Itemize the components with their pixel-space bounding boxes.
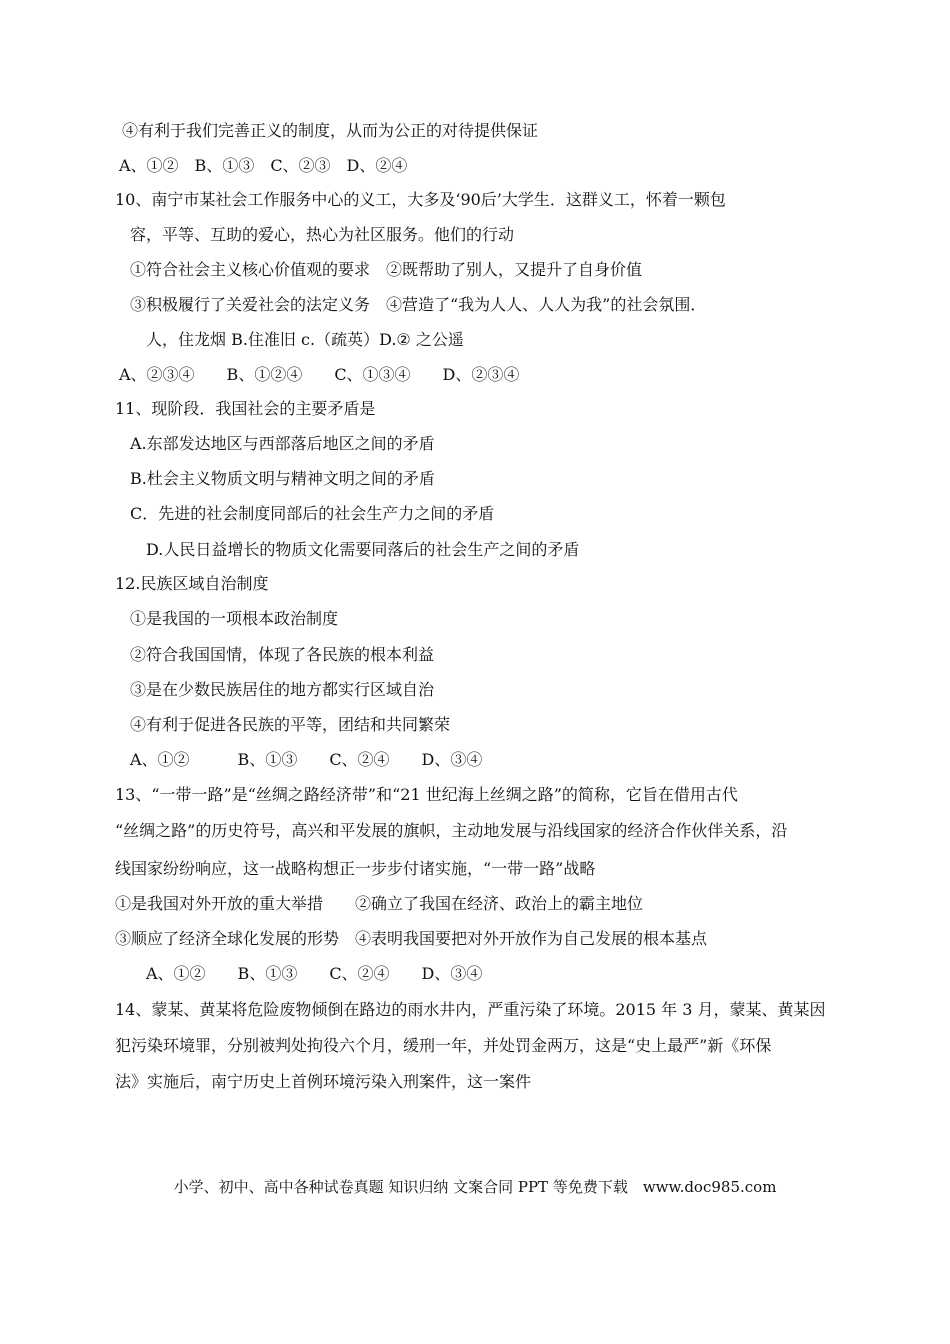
question-10-stem: 10、南宁市某社会工作服务中心的义工，大多及‘90后’大学生．这群义工，怀着一颗包 (115, 190, 726, 209)
question-13-options-3-4: ③顺应了经济全球化发展的形势 ④表明我国要把对外开放作为自己发展的根本基点 (115, 929, 708, 948)
question-10-garbled-line: 人，住龙烟 B.住准旧 c.（疏英）D.② 之公遥 (146, 330, 464, 349)
question-14-stem-cont: 犯污染环境罪，分别被判处拘役六个月，缓刑一年，并处罚金两万，这是“史上最严”新《环保 (115, 1036, 772, 1055)
question-10-choices: A、②③④ B、①②④ C、①③④ D、②③④ (119, 365, 520, 384)
question-13-stem-cont-2: 线国家纷纷响应，这一战略构想正一步步付诸实施，“一带一路”战略 (115, 859, 596, 878)
question-13-choices: A、①② B、①③ C、②④ D、③④ (146, 964, 483, 983)
question-11-option-a: A.东部发达地区与西部落后地区之间的矛盾 (130, 434, 435, 453)
question-12-option-4: ④有利于促进各民族的平等，团结和共同繁荣 (130, 715, 451, 734)
question-11-stem: 11、现阶段．我国社会的主要矛盾是 (115, 399, 376, 418)
question-12-option-3: ③是在少数民族居住的地方都实行区域自治 (130, 680, 435, 699)
question-11-option-c: C．先进的社会制度同部后的社会生产力之间的矛盾 (130, 504, 495, 523)
question-13-stem: 13、“一带一路”是“丝绸之路经济带”和“21 世纪海上丝绸之路”的简称，它旨在借用古代 (115, 785, 738, 804)
question-11-option-d: D.人民日益增长的物质文化需要同落后的社会生产之间的矛盾 (146, 540, 580, 559)
question-13-options-1-2: ①是我国对外开放的重大举措 ②确立了我国在经济、政治上的霸主地位 (115, 894, 644, 913)
question-10-options-1-2: ①符合社会主义核心价值观的要求 ②既帮助了别人，又提升了自身价值 (130, 260, 643, 279)
question-12-option-2: ②符合我国国情，体现了各民族的根本利益 (130, 645, 435, 664)
question-10-options-3-4: ③积极履行了关爱社会的法定义务 ④营造了“我为人人、人人为我”的社会氛围． (130, 295, 707, 314)
question-14-stem: 14、蒙某、黄某将危险废物倾倒在路边的雨水井内，严重污染了环境。2015 年 3 月，蒙某、黄某因 (115, 1000, 826, 1019)
page-footer: 小学、初中、高中各种试卷真题 知识归纳 文案合同 PPT 等免费下载 www.doc985.com (173, 1178, 777, 1196)
question-12-choices: A、①② B、①③ C、②④ D、③④ (130, 750, 483, 769)
question-11-option-b: B.杜会主义物质文明与精神文明之间的矛盾 (130, 469, 435, 488)
question-12-stem: 12.民族区域自治制度 (115, 574, 269, 593)
question-12-option-1: ①是我国的一项根本政治制度 (130, 609, 339, 628)
question-9-option-4: ④有利于我们完善正义的制度，从而为公正的对待提供保证 (122, 121, 539, 140)
question-9-choices: A、①② B、①③ C、②③ D、②④ (119, 156, 408, 175)
question-13-stem-cont: “丝绸之路”的历史符号，高兴和平发展的旗帜，主动地发展与沿线国家的经济合作伙伴关系，沿 (115, 821, 788, 840)
question-14-stem-cont-2: 法》实施后，南宁历史上首例环境污染入刑案件，这一案件 (115, 1072, 532, 1091)
question-10-stem-cont: 容，平等、互助的爱心，热心为社区服务。他们的行动 (130, 225, 515, 244)
